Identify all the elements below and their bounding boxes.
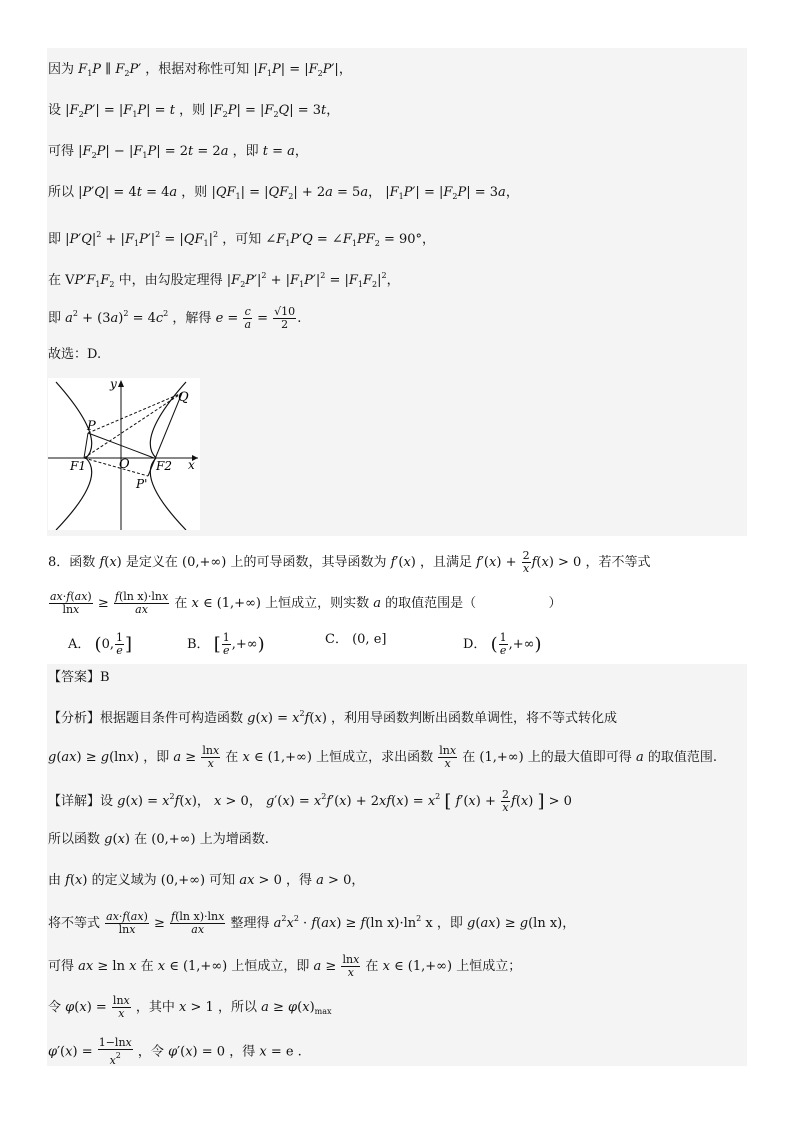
hyperbola-diagram: [48, 378, 200, 530]
option-c[interactable]: C． (0, e]: [325, 632, 387, 647]
detail-line-2: 所以函数 g(x) 在 (0,+∞) 上为增函数.: [48, 832, 269, 847]
label-O: O: [119, 457, 130, 472]
label-y: y: [110, 378, 117, 391]
solution-line-3: 可得 $|F_2P| - |F_1P| = 2t = 2a$ ，即 t = a，: [48, 144, 308, 160]
label-P: P: [87, 419, 96, 434]
solution-line-1: 因为 $F_1P$ ∥ $F_2P'$ ，根据对称性可知 $|F_1P| = |F_2P'|$，: [48, 62, 352, 78]
label-F2: F2: [156, 459, 172, 473]
analysis-line-1: 【分析】根据题目条件可构造函数 $g(x) = x^2f(x)$ ，利用导函数判断出函数单调性，将不等式转化成: [48, 709, 618, 726]
label-Q: Q: [178, 390, 189, 405]
segment-F1Q: [84, 393, 182, 458]
solution-line-6: 在 $VP'F_1F_2$ 中，由勾股定理得 $|F_2P'|^2 + |F_1P'|^2 = |F_1F_2|^2$，: [48, 271, 400, 289]
detail-line-3: 由 f(x) 的定义域为 (0,+∞) 可知 ax > 0 ，得 a > 0，: [48, 873, 365, 888]
y-axis-arrow: [118, 380, 124, 387]
analysis-line-2: g(ax) ≥ g(lnx) ，即 a ≥ $\frac{\ln x}{x}$ 在 x ∈ (1,+∞) 上恒成立，求出函数 $\frac{\ln x}{x}$ 在 (1,+∞) 上的最大值即可得 a 的取值范围.: [48, 744, 717, 770]
solution-line-4: 所以 |P′Q| = 4t = 4a ，则 $|QF_1| = |QF_2| + 2a = 5a$， $|F_1P'| = |F_2P| = 3a$，: [48, 185, 519, 201]
question-line-1: 8．函数 f(x) 是定义在 (0,+∞) 上的可导函数，其导函数为 f′(x) ，且满足 f′(x) + $\frac{2}{x}$ f(x) > 0 ，若不等式: [48, 549, 651, 575]
segment-F1P: [84, 433, 88, 458]
detail-line-6: 令 φ(x) = $\frac{\ln x}{x}$ ，其中 x > 1 ，所以 $a \ge \varphi(x)_{max}$: [48, 994, 332, 1020]
solution-line-2: 设 $|F_2P'| = |F_1P| = t$ ，则 $|F_2P| = |F_2Q| = 3t$，: [48, 103, 340, 119]
detail-line-5: 可得 ax ≥ ln x 在 x ∈ (1,+∞) 上恒成立，即 a ≥ $\frac{\ln x}{x}$ 在 x ∈ (1,+∞) 上恒成立；: [48, 953, 522, 979]
solution-line-7: 即 $a^2 + (3a)^2 = 4c^2$ ，解得 e = $\frac{c}{a}$ = $\frac{√10}{2}$ .: [48, 305, 302, 331]
solution-line-5: 即 $|P'Q|^2 + |F_1P'|^2 = |QF_1|^2$ ，可知 $\angle F_1P'Q$ = $\angle F_1PF_2 = 90^\circ$，: [48, 230, 436, 248]
label-F1: F1: [70, 459, 86, 473]
left-branch: [56, 382, 92, 530]
option-d[interactable]: D． ( $\frac{1}{e}$ ,+∞): [463, 631, 542, 657]
detail-line-1: 【详解】设 $g(x) = x^2f(x)$， x > 0， $g'(x) = x^2f'(x) + 2xf(x) = x^2$ [ f′(x) + $\frac{2}{x}$ f(x) ] > 0: [48, 788, 572, 814]
hyperbola-figure: [48, 378, 200, 530]
detail-line-4: 将不等式 $\frac{ax\cdot f(ax)}{\ln x}$ ≥ $\frac{\text{f(ln x)·lnx}}{ax}$ 整理得 $a^2x^2 \cdot f(ax) \ge f(\ln$ $x)\cdot\ln^2$ x ，即 g(ax) ≥ g(ln x)，: [48, 910, 576, 936]
option-b[interactable]: B． [ $\frac{1}{e}$ ,+∞): [187, 631, 265, 657]
answer-label: 【答案】B: [48, 670, 110, 685]
segment-F1P2: [84, 458, 148, 476]
option-a[interactable]: A． (0, $\frac{1}{e}$ ]: [68, 631, 132, 657]
label-x: x: [188, 458, 195, 472]
detail-line-7: φ′(x) = $\frac{1-\ln x}{x^2}$ ，令 φ′(x) = 0 ，得 x = e .: [48, 1036, 302, 1067]
solution-conclusion: 故选：D.: [48, 347, 102, 362]
label-P-prime: P': [136, 477, 148, 491]
question-line-2: $\frac{ax\cdot f(ax)}{\ln x}$ ≥ $\frac{\text{f(ln x)·lnx}}{ax}$ 在 x ∈ (1,+∞) 上恒成立，则实数 a 的取值范围是（ ）: [50, 590, 562, 616]
